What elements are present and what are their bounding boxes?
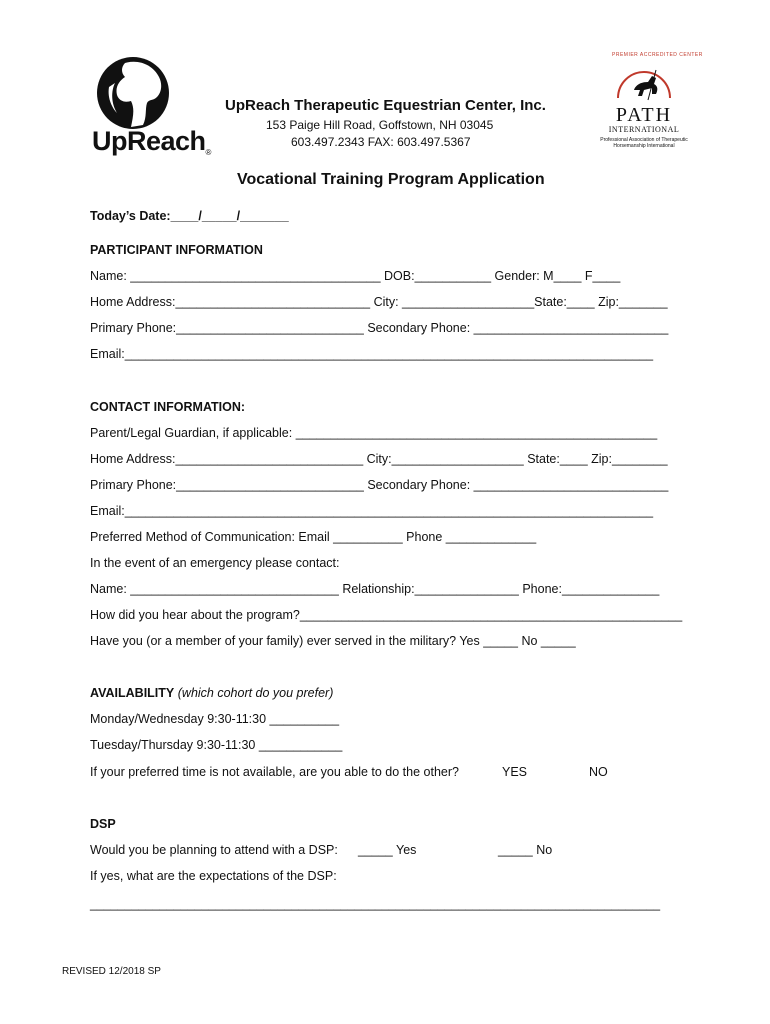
participant-name-line[interactable]: Name: ____________________________________ DOB:___________ Gender: M____ F____ bbox=[90, 269, 621, 283]
availability-note: (which cohort do you prefer) bbox=[177, 686, 334, 700]
path-arc-text: PREMIER ACCREDITED CENTER bbox=[612, 52, 703, 58]
dsp-question: Would you be planning to attend with a DSP: bbox=[90, 843, 338, 857]
org-address: 153 Paige Hill Road, Goffstown, NH 03045 bbox=[266, 118, 494, 132]
alternate-no[interactable]: NO bbox=[589, 765, 608, 779]
contact-phone-line[interactable]: Primary Phone:___________________________ Secondary Phone: ____________________________ bbox=[90, 478, 669, 492]
path-name: PATH bbox=[615, 104, 673, 126]
org-phone: 603.497.2343 FAX: 603.497.5367 bbox=[291, 135, 471, 149]
mon-wed-option[interactable]: Monday/Wednesday 9:30-11:30 __________ bbox=[90, 712, 340, 726]
dsp-no[interactable]: _____ No bbox=[498, 843, 553, 857]
registered-mark: ® bbox=[205, 148, 211, 157]
contact-heading: CONTACT INFORMATION: bbox=[90, 400, 246, 414]
org-name: UpReach Therapeutic Equestrian Center, Inc. bbox=[225, 97, 546, 114]
participant-phone-line[interactable]: Primary Phone:___________________________ Secondary Phone: ____________________________ bbox=[90, 321, 669, 335]
emergency-contact-line[interactable]: Name: ______________________________ Relationship:_______________ Phone:______________ bbox=[90, 582, 660, 596]
revision-footer: REVISED 12/2018 SP bbox=[62, 966, 161, 977]
dsp-expectations-question: If yes, what are the expectations of the DSP: bbox=[90, 869, 337, 883]
contact-address-line[interactable]: Home Address:___________________________ City:___________________ State:____ Zip:________ bbox=[90, 452, 668, 466]
contact-email-line[interactable]: Email:____________________________________________________________________________ bbox=[90, 504, 654, 518]
path-tag2: Horsemanship International bbox=[613, 143, 675, 149]
dsp-heading: DSP bbox=[90, 817, 116, 831]
participant-address-line[interactable]: Home Address:____________________________ City: ___________________State:____ Zip:_______ bbox=[90, 295, 668, 309]
military-line[interactable]: Have you (or a member of your family) ever served in the military? Yes _____ No _____ bbox=[90, 634, 576, 648]
form-title: Vocational Training Program Application bbox=[237, 171, 545, 188]
upreach-logo-text: UpReach bbox=[92, 126, 206, 156]
communication-method-line[interactable]: Preferred Method of Communication: Email __________ Phone _____________ bbox=[90, 530, 537, 544]
availability-heading: AVAILABILITY bbox=[90, 686, 175, 700]
alternate-yes[interactable]: YES bbox=[502, 765, 528, 779]
alternate-time-question: If your preferred time is not available, are you able to do the other? bbox=[90, 765, 459, 779]
referral-line[interactable]: How did you hear about the program?_______________________________________________________ bbox=[90, 608, 683, 622]
todays-date-field[interactable]: Today’s Date:____/_____/_______ bbox=[90, 209, 289, 223]
participant-email-line[interactable]: Email:____________________________________________________________________________ bbox=[90, 347, 654, 361]
dsp-expectations-line[interactable]: __________________________________________________________________________________ bbox=[90, 897, 661, 911]
guardian-line[interactable]: Parent/Legal Guardian, if applicable: ____________________________________________________ bbox=[90, 426, 658, 440]
tue-thu-option[interactable]: Tuesday/Thursday 9:30-11:30 ____________ bbox=[90, 738, 343, 752]
horse-head-icon bbox=[95, 55, 175, 133]
emergency-prompt: In the event of an emergency please contact: bbox=[90, 556, 340, 570]
dsp-yes[interactable]: _____ Yes bbox=[358, 843, 417, 857]
path-emblem-icon bbox=[612, 60, 676, 104]
path-tag1: Professional Association of Therapeutic bbox=[600, 137, 688, 143]
path-sub: INTERNATIONAL bbox=[608, 125, 680, 134]
participant-heading: PARTICIPANT INFORMATION bbox=[90, 243, 263, 257]
